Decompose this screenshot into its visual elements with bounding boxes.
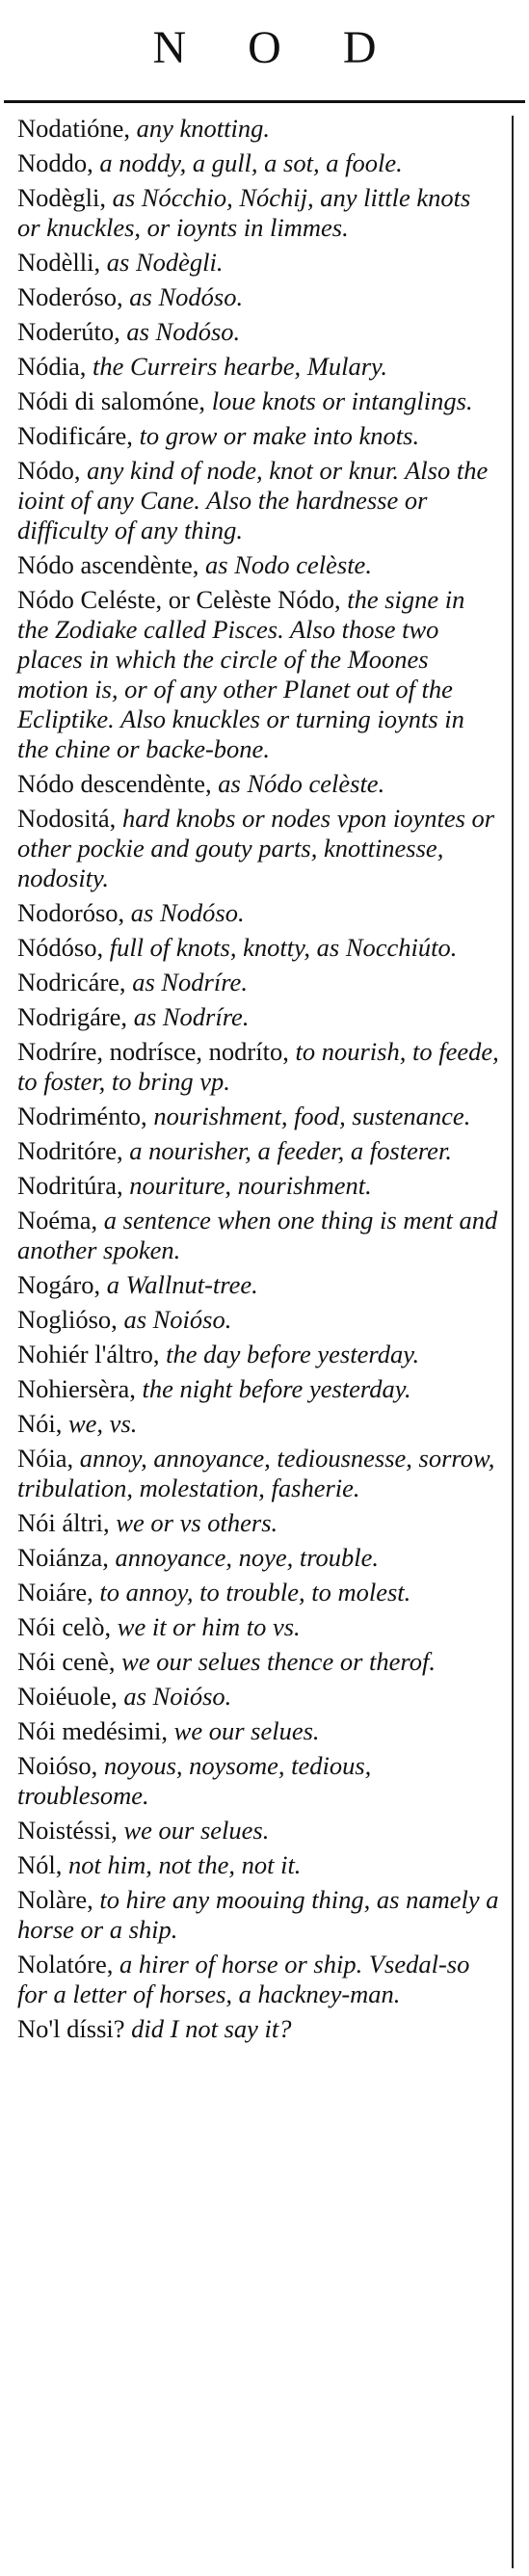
dictionary-entry [17, 1682, 499, 1712]
entry-headword: Nodositá, [17, 804, 117, 833]
entry-gloss: the Curreirs hearbe, Mulary. [93, 352, 387, 381]
dictionary-entry [17, 933, 499, 963]
entry-gloss: we our selues. [173, 1716, 320, 1745]
entry-headword: Noglióso, [17, 1305, 118, 1334]
entry-gloss: as Nodóso. [129, 282, 244, 311]
entry-headword: Nódia, [17, 352, 87, 381]
dictionary-entry [17, 1543, 499, 1573]
entry-headword: Nói cenè, [17, 1647, 116, 1676]
entry-headword: Noéma, [17, 1206, 98, 1235]
entry-gloss: the night before yesterday. [142, 1374, 411, 1403]
dictionary-entry [17, 1816, 499, 1846]
entry-gloss: we, vs. [68, 1409, 138, 1438]
dictionary-entry [17, 1206, 499, 1265]
dictionary-entry [17, 1612, 499, 1642]
dictionary-entry [17, 1002, 499, 1032]
dictionary-entry [17, 1647, 499, 1677]
entry-headword: Nódi di salomóne, [17, 386, 206, 415]
entry-gloss: noyous, noysome, tedious, troublesome. [17, 1751, 372, 1810]
dictionary-entry [17, 1037, 499, 1097]
entry-gloss: to grow or make into knots. [139, 421, 420, 450]
dictionary-entry [17, 1716, 499, 1746]
dictionary-entry [17, 1171, 499, 1201]
dictionary-entry [17, 1374, 499, 1404]
entry-headword: Nódo, [17, 456, 81, 485]
entry-headword: Noddo, [17, 148, 93, 177]
entry-gloss: annoy, annoyance, tediousnesse, sorrow, tribulation, molestation, fasherie. [17, 1444, 495, 1502]
dictionary-entry [17, 282, 499, 312]
dictionary-entry [17, 2014, 499, 2044]
dictionary-entry [17, 1950, 499, 2009]
entry-gloss: as Nodóso. [130, 898, 245, 927]
entry-gloss: annoyance, noye, trouble. [115, 1543, 380, 1572]
dictionary-entry [17, 1136, 499, 1166]
entry-gloss: as Nódo celèste. [218, 769, 385, 798]
entry-gloss: any kind of node, knot or knur. Also the ioint of any Cane. Also the hardnesse or difficulty of any thing. [17, 456, 489, 544]
dictionary-entry [17, 769, 499, 799]
dictionary-entry [17, 248, 499, 278]
dictionary-entry [17, 148, 499, 178]
dictionary-entry [17, 1305, 499, 1335]
entry-gloss: the day before yesterday. [166, 1340, 420, 1368]
entry-gloss: as Nodríre. [133, 1002, 250, 1031]
entry-headword: Nolàre, [17, 1885, 93, 1914]
entry-headword: Nói, [17, 1409, 63, 1438]
dictionary-entry [17, 804, 499, 893]
dictionary-entry [17, 386, 499, 416]
entry-gloss: as Nodo celèste. [205, 550, 372, 579]
entry-headword: Noiáre, [17, 1578, 93, 1607]
entry-headword: Noderóso, [17, 282, 123, 311]
entry-gloss: as Noióso. [123, 1305, 232, 1334]
dictionary-entry [17, 1751, 499, 1811]
entry-gloss: a noddy, a gull, a sot, a foole. [99, 148, 403, 177]
entry-headword: Nohiér l'áltro, [17, 1340, 160, 1368]
entry-gloss: as Nócchio, Nóchij, any little knots or knuckles, or ioynts in limmes. [17, 183, 471, 242]
entry-gloss: a nourisher, a feeder, a fosterer. [129, 1136, 452, 1165]
entry-headword: Nodríre, nodrísce, nodríto, [17, 1037, 289, 1066]
entry-gloss: we our selues thence or therof. [121, 1647, 436, 1676]
dictionary-entry [17, 1102, 499, 1131]
dictionary-entry [17, 1578, 499, 1607]
dictionary-entry [17, 1885, 499, 1945]
entry-headword: Nodificáre, [17, 421, 133, 450]
entry-headword: Nódo ascendènte, [17, 550, 199, 579]
entry-gloss: a sentence when one thing is ment and another spoken. [17, 1206, 498, 1264]
dictionary-entry [17, 1850, 499, 1880]
dictionary-entry [17, 456, 499, 545]
entry-headword: Nodrigáre, [17, 1002, 128, 1031]
entry-gloss: hard knobs or nodes vpon ioyntes or other pockie and gouty parts, knottinesse, nodosity. [17, 804, 495, 892]
dictionary-entry [17, 550, 499, 580]
entry-headword: Nodatióne, [17, 114, 131, 143]
entry-gloss: not him, not the, not it. [68, 1850, 302, 1879]
dictionary-entry [17, 1270, 499, 1300]
entry-gloss: as Nodègli. [106, 248, 224, 277]
entry-headword: Nói áltri, [17, 1508, 110, 1537]
entry-gloss: as Nodóso. [126, 317, 241, 346]
dictionary-entry [17, 421, 499, 451]
entry-headword: Nódóso, [17, 933, 104, 962]
dictionary-entry [17, 352, 499, 382]
entry-headword: Nodricáre, [17, 968, 126, 996]
entry-headword: Nodèlli, [17, 248, 101, 277]
entry-gloss: to nourish, to feede, to foster, to bring vp. [17, 1037, 499, 1096]
entry-gloss: a hirer of horse or ship. Vsedal-so for a letter of horses, a hackney-man. [17, 1950, 470, 2008]
entry-gloss: to annoy, to trouble, to molest. [99, 1578, 411, 1607]
entry-gloss: as Nodríre. [132, 968, 248, 996]
entry-gloss: loue knots or intanglings. [211, 386, 473, 415]
entry-gloss: we or vs others. [116, 1508, 278, 1537]
entry-headword: Nodritúra, [17, 1171, 123, 1200]
dictionary-entry [17, 1340, 499, 1369]
entry-headword: Nódo Celéste, or Celèste Nódo, [17, 585, 341, 614]
dictionary-entry [17, 317, 499, 347]
entry-gloss: the signe in the Zodiake called Pisces. Also those two places in which the circle of the Moones motion is, or of any other Planet out of the Ecliptike. Also knuckles or turning ioynts in the chine or backe-bone. [17, 585, 465, 763]
entry-gloss: full of knots, knotty, as Nocchiúto. [109, 933, 458, 962]
entry-headword: Nodègli, [17, 183, 106, 212]
running-head: N O D [152, 22, 402, 73]
header-rule [4, 100, 525, 103]
entry-gloss: a Wallnut-tree. [106, 1270, 258, 1299]
dictionary-entry [17, 898, 499, 928]
entry-headword: Nól, [17, 1850, 63, 1879]
entry-gloss: we it or him to vs. [117, 1612, 301, 1641]
dictionary-entry [17, 1508, 499, 1538]
entry-headword: Noióso, [17, 1751, 98, 1780]
entry-headword: Noistéssi, [17, 1816, 118, 1845]
entry-headword: Nogáro, [17, 1270, 101, 1299]
entry-gloss: nouriture, nourishment. [129, 1171, 372, 1200]
entry-headword: Noiánza, [17, 1543, 109, 1572]
entry-headword: Nodriménto, [17, 1102, 147, 1130]
entry-gloss: any knotting. [136, 114, 271, 143]
entry-gloss: did I not say it? [131, 2014, 292, 2043]
dictionary-entry [17, 114, 499, 144]
dictionary-entry [17, 1444, 499, 1503]
entry-headword: Nói medésimi, [17, 1716, 169, 1745]
entry-gloss: to hire any moouing thing, as namely a horse or a ship. [17, 1885, 499, 1944]
dictionary-entry [17, 968, 499, 997]
entry-headword: Nódo descendènte, [17, 769, 212, 798]
entry-headword: Noiéuole, [17, 1682, 118, 1711]
entry-gloss: nourishment, food, sustenance. [153, 1102, 471, 1130]
column-rule [512, 116, 514, 2568]
entry-headword: Nói celò, [17, 1612, 112, 1641]
entry-gloss: as Noióso. [123, 1682, 232, 1711]
dictionary-entry [17, 585, 499, 764]
entry-headword: Nodritóre, [17, 1136, 123, 1165]
entry-gloss: we our selues. [123, 1816, 270, 1845]
entry-headword: No'l díssi? [17, 2014, 125, 2043]
entry-headword: Nodoróso, [17, 898, 125, 927]
entry-headword: Nohiersèra, [17, 1374, 136, 1403]
entry-headword: Nóia, [17, 1444, 74, 1473]
entry-headword: Nolatóre, [17, 1950, 114, 1978]
dictionary-entry [17, 1409, 499, 1439]
entry-headword: Noderúto, [17, 317, 120, 346]
dictionary-entry [17, 183, 499, 243]
